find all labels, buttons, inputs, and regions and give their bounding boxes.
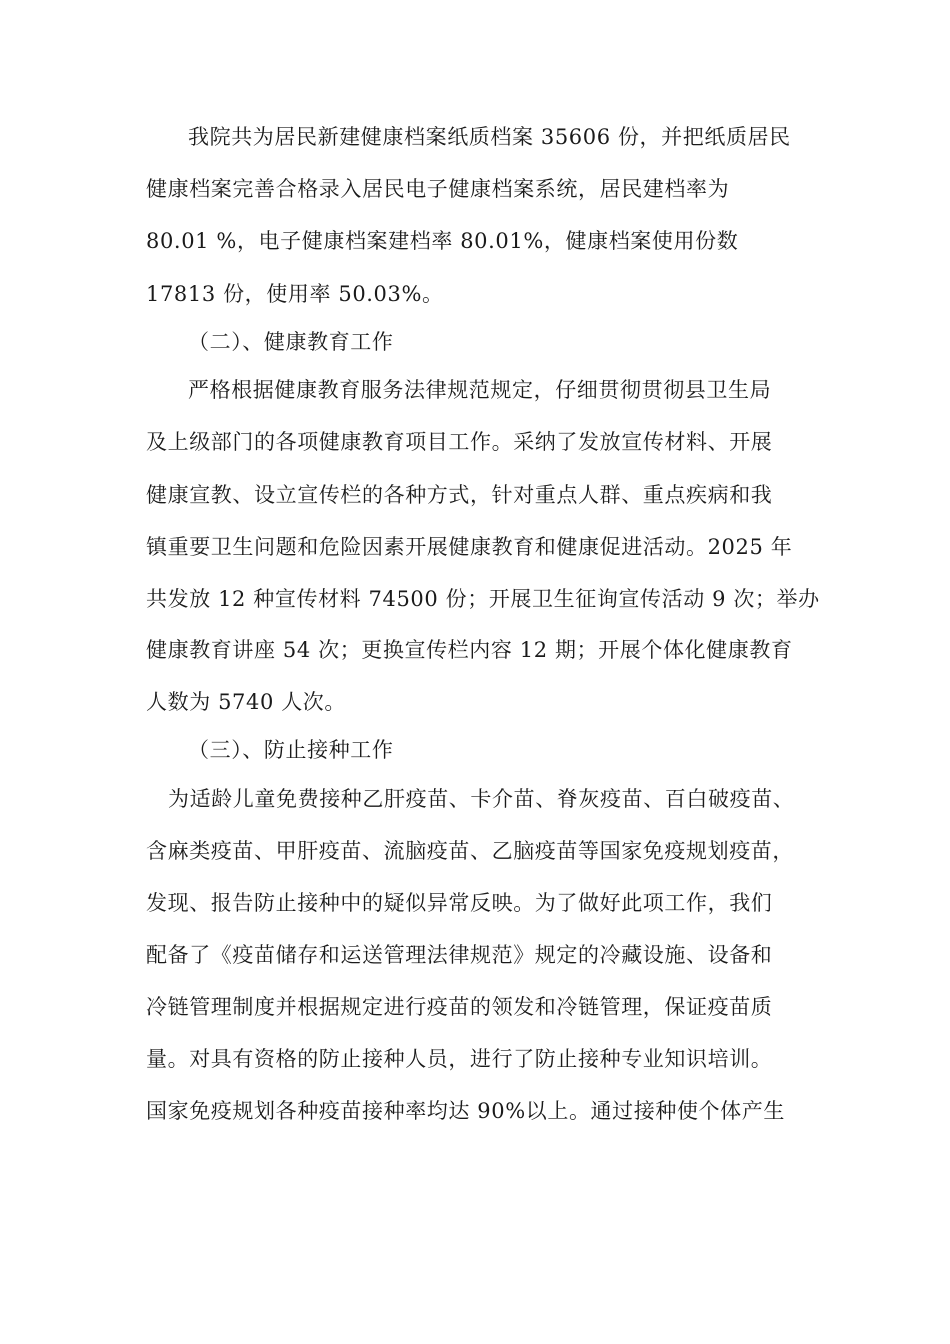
archive-line-3: 80.01 %，电子健康档案建档率 80.01%，健康档案使用份数 bbox=[146, 229, 739, 253]
education-line-3: 健康宣教、设立宣传栏的各种方式，针对重点人群、重点疾病和我 bbox=[146, 483, 773, 507]
archive-line-1: 我院共为居民新建健康档案纸质档案 35606 份，并把纸质居民 bbox=[188, 125, 791, 149]
vaccination-line-2: 含麻类疫苗、甲肝疫苗、流脑疫苗、乙脑疫苗等国家免疫规划疫苗， bbox=[146, 839, 794, 863]
archive-line-2: 健康档案完善合格录入居民电子健康档案系统，居民建档率为 bbox=[146, 177, 730, 201]
vaccination-line-5: 冷链管理制度并根据规定进行疫苗的领发和冷链管理，保证疫苗质 bbox=[146, 995, 773, 1019]
vaccination-line-7: 国家免疫规划各种疫苗接种率均达 90%以上。通过接种使个体产生 bbox=[146, 1099, 785, 1123]
education-line-6: 健康教育讲座 54 次；更换宣传栏内容 12 期；开展个体化健康教育 bbox=[146, 638, 793, 662]
education-line-7: 人数为 5740 人次。 bbox=[146, 690, 346, 714]
vaccination-line-1: 为适龄儿童免费接种乙肝疫苗、卡介苗、脊灰疫苗、百白破疫苗、 bbox=[168, 787, 795, 811]
vaccination-line-3: 发现、报告防止接种中的疑似异常反映。为了做好此项工作，我们 bbox=[146, 891, 773, 915]
vaccination-line-6: 量。对具有资格的防止接种人员，进行了防止接种专业知识培训。 bbox=[146, 1047, 773, 1071]
education-line-5: 共发放 12 种宣传材料 74500 份；开展卫生征询宣传活动 9 次；举办 bbox=[146, 587, 820, 611]
heading-vaccination: （三）、防止接种工作 bbox=[188, 738, 394, 762]
heading-health-education: （二）、健康教育工作 bbox=[188, 330, 394, 354]
vaccination-line-4: 配备了《疫苗储存和运送管理法律规范》规定的冷藏设施、设备和 bbox=[146, 943, 773, 967]
education-line-4: 镇重要卫生问题和危险因素开展健康教育和健康促进活动。2025 年 bbox=[146, 535, 793, 559]
education-line-2: 及上级部门的各项健康教育项目工作。采纳了发放宣传材料、开展 bbox=[146, 430, 773, 454]
education-line-1: 严格根据健康教育服务法律规范规定，仔细贯彻贯彻县卫生局 bbox=[188, 378, 772, 402]
archive-line-4: 17813 份，使用率 50.03%。 bbox=[146, 282, 444, 306]
